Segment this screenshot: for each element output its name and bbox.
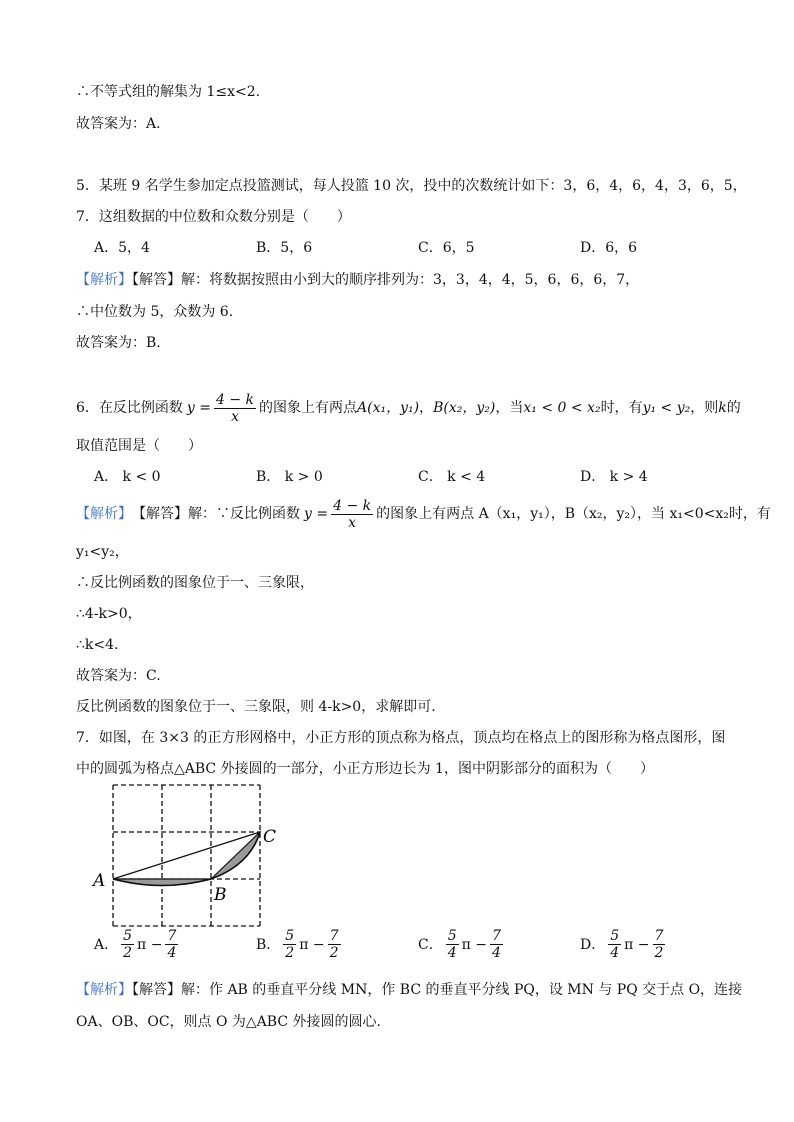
point-a: A(x₁，y₁) — [357, 400, 420, 416]
q7-stem-line2: 中的圆弧为格点△ABC 外接圆的一部分，小正方形边长为 1，图中阴影部分的面积为（ ） — [76, 761, 654, 777]
fraction-denominator: x — [348, 514, 357, 531]
q5-option-a: A．5，4 — [94, 240, 150, 256]
q5-stem-line1: 5．某班 9 名学生参加定点投篮测试，每人投篮 10 次，投中的次数统计如下：3，6，4，6，4，3，6，5， — [76, 178, 747, 194]
q7-solution-text: 【解答】解：作 AB 的垂直平分线 MN，作 BC 的垂直平分线 PQ，设 MN 与 PQ 交于点 O，连接 — [132, 982, 743, 998]
q6-solution-part-a: 【解答】解：∵反比例函数 — [132, 506, 300, 522]
coef-numerator: 5 — [285, 928, 295, 944]
analysis-tag: 【解析】 — [76, 272, 132, 288]
q5-option-b: B．5，6 — [256, 240, 313, 256]
conclusion-line: ∴不等式组的解集为 1≤x<2. — [76, 84, 261, 100]
q5-solution-line1 — [76, 270, 639, 290]
fraction-numerator: 4 − k — [333, 497, 372, 514]
q7-option-b — [256, 928, 344, 961]
q6-option-b: B． k > 0 — [256, 469, 323, 485]
q6-answer: 故答案为：C. — [76, 668, 161, 684]
const-denominator: 2 — [654, 945, 664, 961]
coef-numerator: 5 — [447, 928, 457, 944]
condition-y: y₁ < y₂ — [642, 400, 691, 416]
q6-solution-line1 — [76, 494, 771, 534]
option-label: D． — [580, 936, 606, 953]
q6-solution-part-b: 的图象上有两点 A（x₁，y₁），B（x₂，y₂），当 x₁<0<x₂时，有 — [376, 506, 771, 522]
coef-denominator: 2 — [285, 945, 295, 961]
coef-numerator: 5 — [123, 928, 133, 944]
option-label: A． — [94, 936, 119, 953]
analysis-tag: 【解析】 — [76, 982, 132, 998]
const-numerator: 7 — [492, 928, 501, 944]
q5-option-d: D．6，6 — [580, 240, 638, 256]
q6-solution-line3: ∴反比例函数的图象位于一、三象限， — [76, 575, 314, 591]
q6-solution-y-equals: y = — [304, 506, 329, 522]
q6-option-d: D． k > 4 — [580, 469, 648, 485]
const-numerator: 7 — [329, 928, 339, 944]
q6-remark: 反比例函数的图象位于一、三象限，则 4-k>0，求解即可. — [76, 699, 436, 715]
q6-y-equals: y = — [186, 400, 212, 416]
q6-fraction — [214, 392, 256, 425]
q6-option-a: A． k < 0 — [94, 469, 161, 485]
q6-solution-fraction — [331, 498, 373, 531]
label-c: C — [263, 827, 277, 847]
q6-stem-part-a: 6．在反比例函数 — [76, 400, 183, 416]
q6-stem-part-f: 的 — [726, 400, 741, 416]
analysis-tag: 【解析】 — [76, 506, 132, 522]
q5-answer: 故答案为：B. — [76, 335, 161, 351]
q6-stem-part-c: ，当 — [495, 400, 524, 416]
q6-stem-part-b: 的图象上有两点 — [259, 400, 358, 416]
option-label: B． — [256, 936, 281, 953]
pi-minus: π − — [137, 936, 163, 953]
q6-stem-line2: 取值范围是（ ） — [76, 438, 202, 454]
pi-minus: π − — [461, 936, 488, 953]
q7-option-c — [418, 928, 506, 961]
const-numerator: 7 — [654, 928, 664, 944]
pi-minus: π − — [299, 936, 325, 953]
q7-option-d — [580, 928, 668, 961]
q5-solution-line2: ∴中位数为 5，众数为 6. — [76, 304, 234, 320]
q6-stem-line1 — [76, 388, 741, 428]
answer-line: 故答案为：A. — [76, 116, 161, 132]
q6-solution-line4: ∴4-k>0， — [76, 606, 142, 622]
q6-solution-line2: y₁<y₂， — [76, 544, 129, 560]
q5-stem-line2: 7．这组数据的中位数和众数分别是（ ） — [76, 209, 351, 225]
fraction-numerator: 4 − k — [216, 391, 255, 408]
q6-stem-part-d: 时，有 — [600, 400, 643, 416]
q6-stem-part-e: ，则 — [690, 400, 719, 416]
fraction-denominator: x — [231, 408, 239, 425]
const-denominator: 4 — [167, 945, 177, 961]
shaded-segment-bc — [211, 832, 260, 879]
q5-solution-text: 【解答】解：将数据按照由小到大的顺序排列为：3，3，4，4，5，6，6，6，7， — [132, 272, 640, 288]
q7-stem-line1: 7．如图，在 3×3 的正方形网格中，小正方形的顶点称为格点，顶点均在格点上的图形称为格点图形，图 — [76, 730, 726, 746]
q5-option-c: C．6，5 — [418, 240, 475, 256]
point-separator: ， — [419, 400, 434, 416]
coef-denominator: 2 — [123, 945, 133, 961]
const-numerator: 7 — [167, 928, 177, 944]
option-label: C． — [418, 936, 443, 953]
const-denominator: 2 — [329, 945, 339, 961]
pi-minus: π − — [624, 936, 650, 953]
variable-k: k — [718, 400, 727, 416]
label-a: A — [93, 871, 106, 891]
grid-figure — [90, 780, 290, 930]
coef-denominator: 4 — [610, 945, 620, 961]
q7-option-a — [94, 928, 181, 961]
coef-numerator: 5 — [610, 928, 620, 944]
q7-solution-line2: OA、OB、OC，则点 O 为△ABC 外接圆的圆心. — [76, 1014, 381, 1030]
const-denominator: 4 — [492, 945, 501, 961]
q7-solution-line1 — [76, 980, 742, 1000]
condition-x: x₁ < 0 < x₂ — [523, 400, 601, 416]
q6-solution-line5: ∴k<4. — [76, 637, 119, 653]
coef-denominator: 4 — [447, 945, 457, 961]
q6-option-c: C． k < 4 — [418, 469, 486, 485]
point-b: B(x₂，y₂) — [433, 400, 496, 416]
label-b: B — [214, 885, 227, 905]
